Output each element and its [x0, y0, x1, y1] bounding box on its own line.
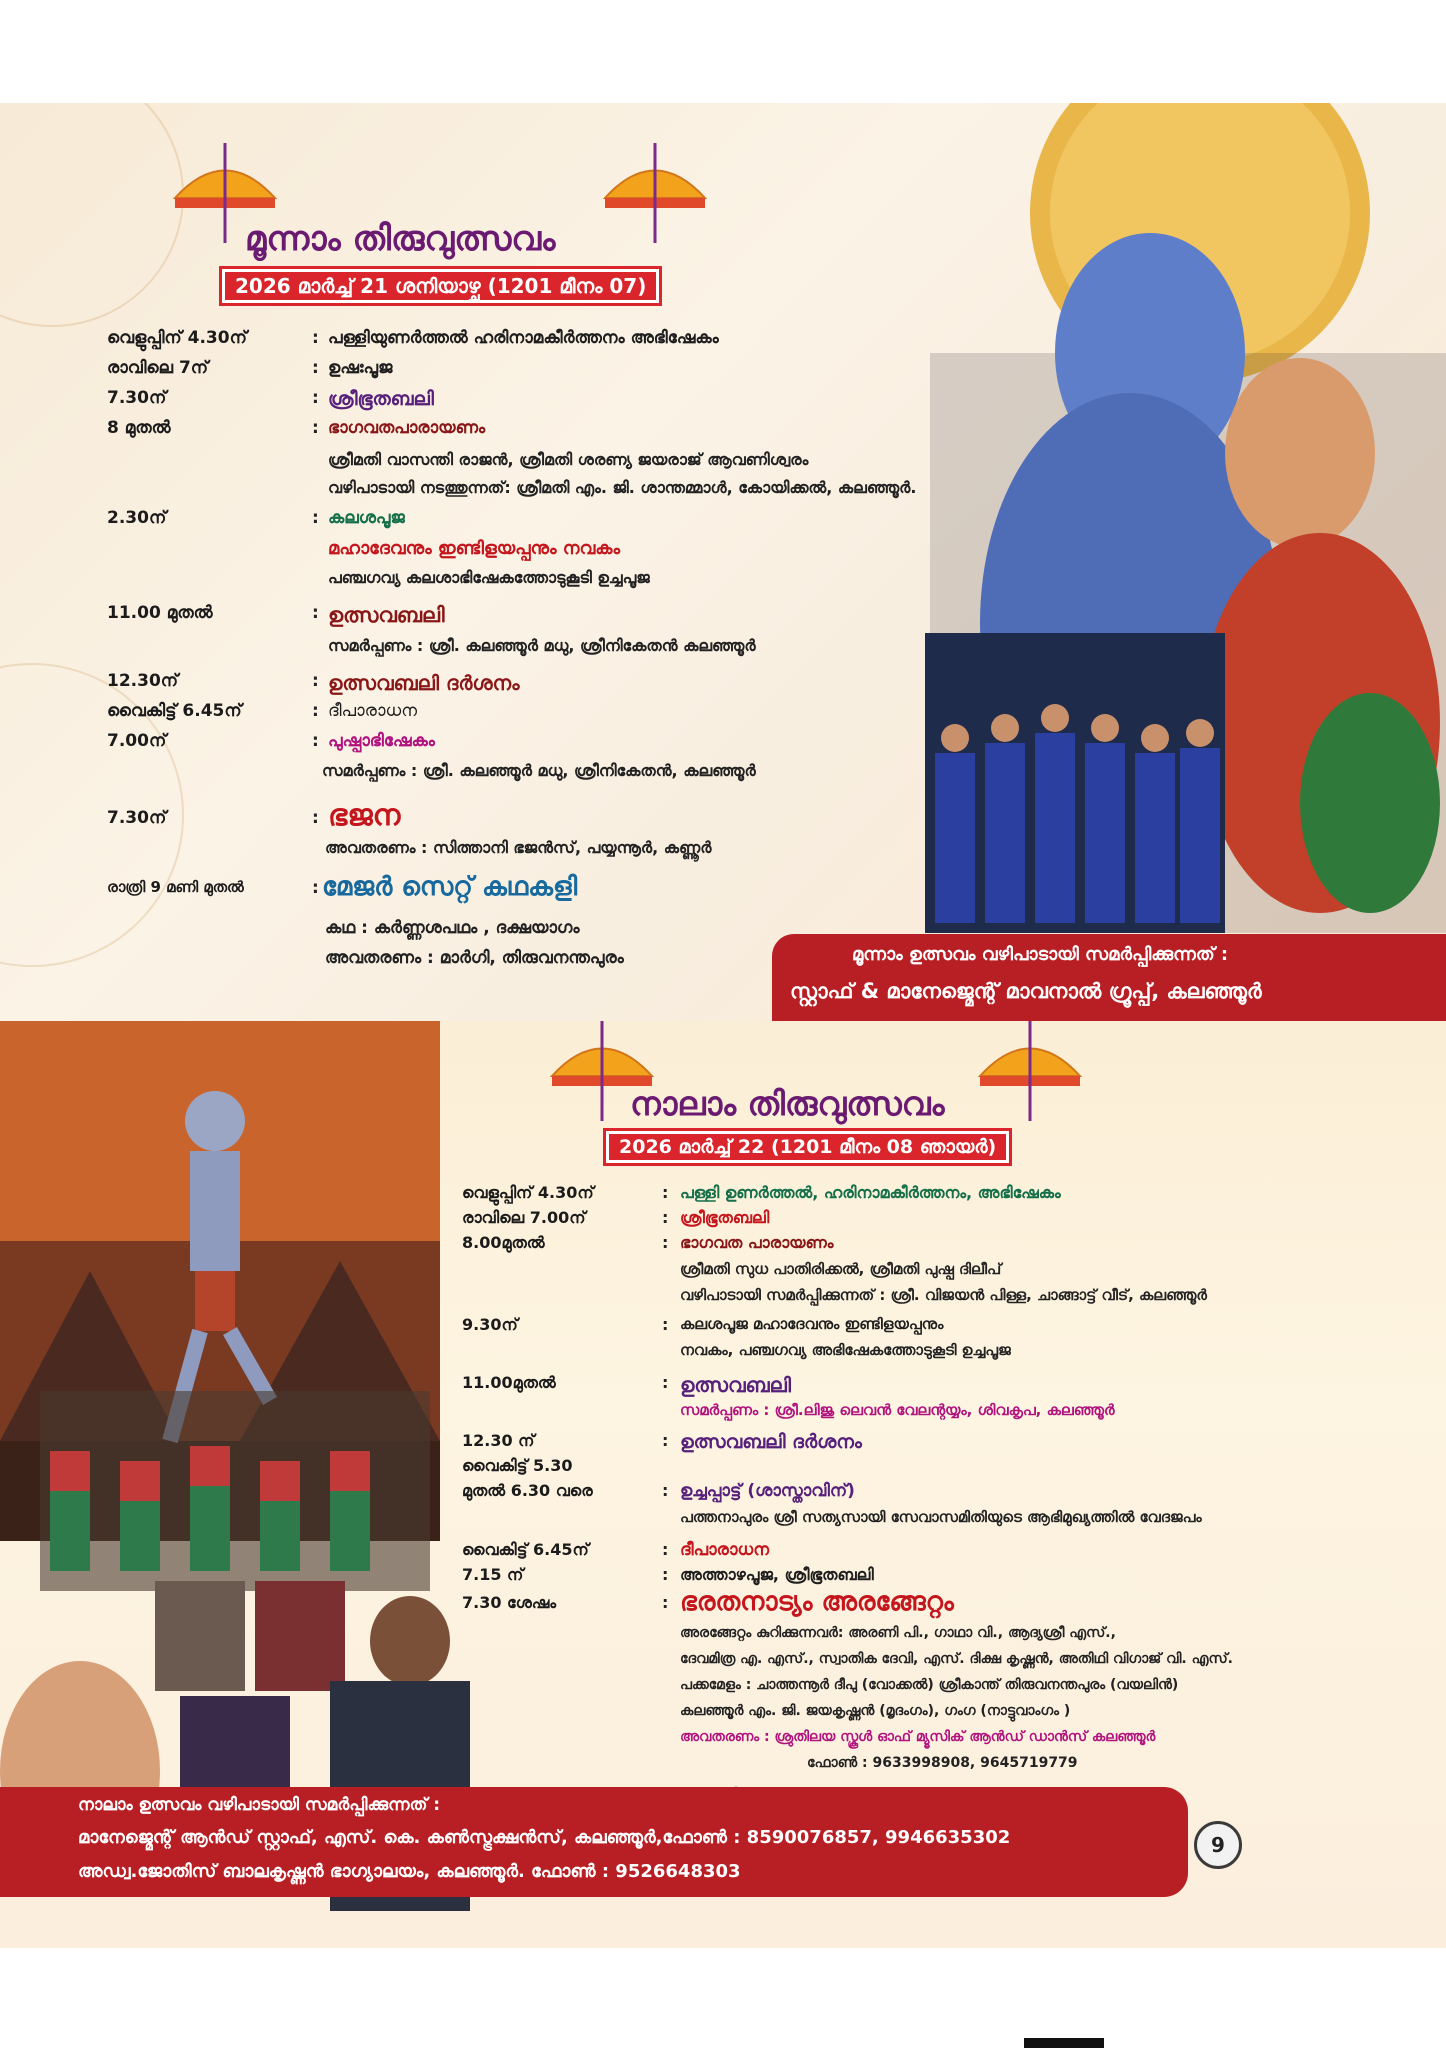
- schedule-event: ഉച്ചപ്പാട്ട് (ശാസ്താവിന്): [680, 1481, 855, 1501]
- schedule-row: 11.00മുതൽ : ഉത്സവബലി: [462, 1373, 792, 1397]
- schedule-time: 11.00മുതൽ: [462, 1373, 556, 1392]
- schedule-event: ഭരതനാട്യം അരങ്ങേറ്റം: [680, 1587, 954, 1617]
- schedule-time: വെളുപ്പിന് 4.30ന്: [107, 328, 247, 348]
- schedule-event: ഭാഗവത പാരായണം: [680, 1233, 834, 1252]
- schedule-time: 7.30ന്: [107, 808, 167, 828]
- mandala-decoration: [0, 103, 184, 327]
- detail-text: വഴിപാടായി സമർപ്പിക്കുന്നത് : ശ്രീ. വിജയൻ പിള്ള, ചാങ്ങാട്ട് വീട്, കലഞ്ഞൂർ: [680, 1286, 1207, 1304]
- schedule-time: വൈകിട്ട് 5.30: [462, 1456, 573, 1475]
- schedule-list: [107, 328, 1057, 1021]
- detail-text: നവകം, പഞ്ചഗവ്യ അഭിഷേകത്തോടുകൂടി ഉച്ചപൂജ: [680, 1341, 1011, 1359]
- schedule-row: 7.15 ന് : അത്താഴപൂജ, ശ്രീഭൂതബലി: [462, 1565, 874, 1584]
- schedule-time: 2.30ന്: [107, 508, 167, 528]
- schedule-time: 11.00 മുതൽ: [107, 603, 213, 623]
- schedule-event: ദീപാരാധന: [328, 701, 417, 721]
- schedule-row: വൈകിട്ട് 6.45ന് : ദീപാരാധന: [107, 701, 417, 721]
- detail-text: ശ്രീമതി സുധ പാതിരിക്കൽ, ശ്രീമതി പുഷ്പ ദിലീപ്: [680, 1260, 1002, 1278]
- schedule-time: രാവിലെ 7.00ന്: [462, 1208, 586, 1227]
- detail-text: അരങ്ങേറ്റം കുറിക്കുന്നവർ: അരണി പി., ഗാഥാ വി., ആദ്യശ്രീ എസ്.,: [680, 1625, 1116, 1641]
- schedule-event: പുഷ്പാഭിഷേകം: [328, 731, 435, 751]
- schedule-row: രാവിലെ 7.00ന് : ശ്രീഭൂതബലി: [462, 1208, 770, 1227]
- third-festival-section: [0, 103, 1446, 1021]
- schedule-event: ഉത്സവബലി ദർശനം: [328, 671, 520, 695]
- schedule-row: വെളുപ്പിന് 4.30ന് : പള്ളി ഉണർത്തൽ, ഹരിനാമകീർത്തനം, അഭിഷേകം: [462, 1183, 1061, 1202]
- sponsor-line: മാനേജ്മെന്റ് ആൻഡ് സ്റ്റാഫ്, എസ്. കെ. കൺസ്ട്രക്ഷൻസ്, കലഞ്ഞൂർ,ഫോൺ : 8590076857, 9946635302: [78, 1827, 1011, 1848]
- detail-text: പക്കമേളം : ചാത്തന്നൂർ ദീപു (വോക്കൽ) ശ്രീകാന്ത് തിരുവനന്തപുരം (വയലിൻ): [680, 1677, 1179, 1693]
- schedule-row: 7.30ന് : ശ്രീഭൂതബലി: [107, 388, 434, 410]
- umbrella-icon: [600, 143, 710, 243]
- schedule-time: 12.30 ന്: [462, 1431, 535, 1450]
- schedule-event: അത്താഴപൂജ, ശ്രീഭൂതബലി: [680, 1565, 874, 1584]
- schedule-row: 7.30 ശേഷം : ഭരതനാട്യം അരങ്ങേറ്റം: [462, 1587, 954, 1617]
- schedule-event: ദീപാരാധന: [680, 1540, 769, 1560]
- sponsor-line: നാലാം ഉത്സവം വഴിപാടായി സമർപ്പിക്കുന്നത് :: [78, 1795, 441, 1815]
- sponsor-line: സ്റ്റാഫ് & മാനേജ്മെന്റ് മാവനാൽ ഗ്രൂപ്പ്, കലഞ്ഞൂർ: [790, 979, 1262, 1003]
- schedule-time: രാവിലെ 7ന്: [107, 358, 209, 378]
- schedule-row: വൈകിട്ട് 6.45ന് : ദീപാരാധന: [462, 1540, 769, 1560]
- schedule-event: പള്ളി ഉണർത്തൽ, ഹരിനാമകീർത്തനം, അഭിഷേകം: [680, 1183, 1061, 1202]
- schedule-time: രാത്രി 9 മണി മുതൽ: [107, 878, 244, 896]
- schedule-time: മുതൽ 6.30 വരെ: [462, 1481, 593, 1500]
- schedule-row: മുതൽ 6.30 വരെ : ഉച്ചപ്പാട്ട് (ശാസ്താവിന്): [462, 1481, 855, 1501]
- schedule-time: 12.30ന്: [107, 671, 179, 691]
- date-banner: 2026 മാർച്ച് 21 ശനിയാഴ്ച (1201 മീനം 07): [222, 269, 659, 303]
- schedule-time: വെളുപ്പിന് 4.30ന്: [462, 1183, 594, 1202]
- schedule-row: രാത്രി 9 മണി മുതൽ : മേജർ സെറ്റ് കഥകളി: [107, 872, 578, 902]
- detail-text: വഴിപാടായി നടത്തുന്നത്: ശ്രീമതി എം. ജി. ശാന്തമ്മാൾ, കോയിക്കൽ, കലഞ്ഞൂർ.: [328, 478, 917, 497]
- schedule-row: 11.00 മുതൽ : ഉത്സവബലി: [107, 603, 445, 627]
- schedule-time: 7.30 ശേഷം: [462, 1593, 557, 1612]
- sponsor-banner: [0, 1787, 1188, 1897]
- schedule-row: 7.30ന് : ഭജന: [107, 798, 401, 833]
- schedule-event: ഭാഗവതപാരായണം: [328, 418, 486, 438]
- edge-mark: [1024, 2038, 1104, 2048]
- schedule-row: 12.30ന് : ഉത്സവബലി ദർശനം: [107, 671, 520, 695]
- schedule-list: [462, 1183, 1422, 1803]
- detail-text: സമർപ്പണം : ശ്രീ. കലഞ്ഞൂർ മധു, ശ്രീനികേതൻ, കലഞ്ഞൂർ: [322, 761, 756, 780]
- schedule-event: ഉഷഃപൂജ: [328, 358, 393, 378]
- colon: :: [312, 328, 319, 348]
- schedule-time: 7.15 ന്: [462, 1565, 524, 1584]
- phone-text: ഫോൺ : 9633998908, 9645719779: [807, 1755, 1078, 1771]
- page-title: മൂന്നാം തിരുവുത്സവം: [245, 219, 556, 259]
- schedule-event: പള്ളിയുണർത്തൽ ഹരിനാമകീർത്തനം അഭിഷേകം: [328, 328, 719, 348]
- umbrella-icon: [975, 1021, 1085, 1121]
- schedule-row: രാവിലെ 7ന് : ഉഷഃപൂജ: [107, 358, 393, 378]
- schedule-row: 7.00ന് : പുഷ്പാഭിഷേകം: [107, 731, 435, 751]
- schedule-event: കലശപൂജ മഹാദേവനും ഇണ്ടിളയപ്പനും: [680, 1315, 944, 1333]
- detail-text: സമർപ്പണം : ശ്രീ. കലഞ്ഞൂർ മധു, ശ്രീനികേതൻ കലഞ്ഞൂർ: [328, 636, 756, 655]
- schedule-event: ശ്രീഭൂതബലി: [328, 388, 434, 410]
- schedule-row: 8.00മുതൽ : ഭാഗവത പാരായണം: [462, 1233, 834, 1252]
- detail-text: പഞ്ചഗവ്യ കലശാഭിഷേകത്തോടുകൂടി ഉച്ചപൂജ: [328, 568, 650, 587]
- page-title: നാലാം തിരുവുത്സവം: [630, 1084, 945, 1123]
- detail-text: പത്തനാപുരം ശ്രീ സത്യസായി സേവാസമിതിയുടെ ആഭിമുഖ്യത്തിൽ വേദജപം: [680, 1508, 1202, 1526]
- detail-text: ദേവമിത്ര എ. എസ്., സ്വാതിക ദേവി, എസ്. ദിക്ഷ കൃഷ്ണൻ, അതിഥി വിഗാജ് വി. എസ്.: [680, 1651, 1233, 1667]
- detail-text: മഹാദേവനും ഇണ്ടിളയപ്പനും നവകം: [328, 538, 620, 559]
- schedule-row: 12.30 ന് : ഉത്സവബലി ദർശനം: [462, 1431, 862, 1453]
- schedule-event: ഉത്സവബലി ദർശനം: [680, 1431, 862, 1453]
- date-banner: 2026 മാർച്ച് 22 (1201 മീനം 08 ഞായർ): [606, 1131, 1009, 1163]
- detail-text: ശ്രീമതി വാസന്തി രാജൻ, ശ്രീമതി ശരണ്യ ജയരാജ് ആവണിശ്വരം: [328, 450, 809, 469]
- detail-text: അവതരണം : മാർഗി, തിരുവനന്തപുരം: [325, 948, 624, 968]
- schedule-time: വൈകിട്ട് 6.45ന്: [462, 1540, 589, 1559]
- schedule-time: 7.00ന്: [107, 731, 167, 751]
- schedule-row: [107, 328, 719, 348]
- sponsor-banner: [772, 934, 1446, 1021]
- sponsor-line: അഡ്വ.ജോതിസ് ബാലകൃഷ്ണൻ ഭാഗ്യാലയം, കലഞ്ഞൂർ. ഫോൺ : 9526648303: [78, 1861, 741, 1882]
- schedule-row: 2.30ന് : കലശപൂജ: [107, 508, 405, 528]
- detail-text: അവതരണം : സിത്താനി ഭജൻസ്, പയ്യന്നൂർ, കണ്ണൂർ: [325, 838, 712, 857]
- schedule-row: [462, 1456, 662, 1476]
- page-number-badge: 9: [1194, 1821, 1242, 1869]
- schedule-time: 8 മുതൽ: [107, 418, 171, 438]
- schedule-time: 9.30ന്: [462, 1315, 518, 1334]
- dancers-photo: [40, 1391, 430, 1591]
- schedule-time: 8.00മുതൽ: [462, 1233, 545, 1252]
- presenter-text: അവതരണം : ശ്രുതിലയ സ്കൂൾ ഓഫ് മ്യൂസിക് ആൻഡ് ഡാൻസ് കലഞ്ഞൂർ: [680, 1729, 1156, 1745]
- schedule-event: മേജർ സെറ്റ് കഥകളി: [322, 872, 578, 902]
- schedule-event: ഭജന: [328, 798, 401, 833]
- schedule-row: 9.30ന് : കലശപൂജ മഹാദേവനും ഇണ്ടിളയപ്പനും: [462, 1315, 944, 1334]
- fourth-festival-section: [0, 1021, 1446, 1948]
- schedule-event: ഉത്സവബലി: [680, 1373, 792, 1397]
- schedule-time: വൈകിട്ട് 6.45ന്: [107, 701, 242, 721]
- detail-text: കഥ : കർണ്ണശപഥം , ദക്ഷയാഗം: [325, 918, 580, 938]
- sponsor-line: മൂന്നാം ഉത്സവം വഴിപാടായി സമർപ്പിക്കുന്നത് :: [852, 944, 1229, 965]
- schedule-event: ഉത്സവബലി: [328, 603, 445, 627]
- detail-text: സമർപ്പണം : ശ്രീ.ലിജു ലെവൻ വേലന്റയ്യം, ശിവകൃപ, കലഞ്ഞൂർ: [680, 1401, 1115, 1419]
- schedule-time: 7.30ന്: [107, 388, 167, 408]
- schedule-event: കലശപൂജ: [328, 508, 405, 528]
- detail-text: കലഞ്ഞൂർ എം. ജി. ജയകൃഷ്ണൻ (മൃദംഗം), ഗംഗ (നാട്ടുവാംഗം ): [680, 1703, 1071, 1719]
- schedule-event: ശ്രീഭൂതബലി: [680, 1208, 770, 1227]
- schedule-row: 8 മുതൽ : ഭാഗവതപാരായണം: [107, 418, 486, 438]
